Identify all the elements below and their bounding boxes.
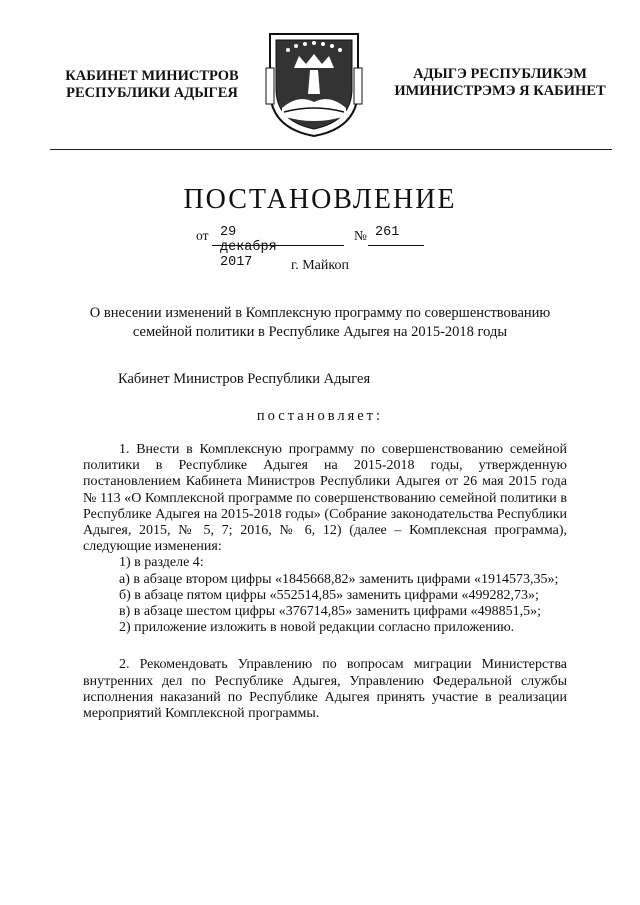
- paragraph-1: 1. Внести в Комплексную программу по совершенствованию семейной политики в Республике Адыгея на 2015-2018 годы, утвержденную постановлением Кабинета Министров Республики Адыгея от 26 мая 2015 года № 113 «О Комплексной программе по совершенствованию семейной политики в Республике Адыгея на 2015-2018 годы» (Собрание законодательства Республики Адыгея, 2015, № 5, 7; 2016, № 6, 12) (далее – Комплексная программа), следующие изменения:: [83, 442, 567, 555]
- paragraph-1-1-b: б) в абзаце пятом цифры «552514,85» заменить цифрами «499282,73»;: [119, 587, 539, 603]
- adygea-coat-of-arms-icon: [264, 28, 364, 140]
- intro-line: Кабинет Министров Республики Адыгея: [118, 371, 371, 387]
- document-body: [83, 442, 567, 722]
- paragraph-1-1: 1) в разделе 4:: [119, 555, 204, 571]
- issuer-line-2: РЕСПУБЛИКИ АДЫГЕЯ: [66, 85, 238, 101]
- issuer-name-adyghe: [390, 66, 610, 100]
- issuer-adyghe-line-1: АДЫГЭ РЕСПУБЛИКЭМ: [413, 66, 587, 82]
- number-underline: [368, 245, 424, 246]
- paragraph-1-1-a: а) в абзаце втором цифры «1845668,82» заменить цифрами «1914573,35»;: [119, 571, 559, 587]
- paragraph-1-1-c: в) в абзаце шестом цифры «376714,85» заменить цифрами «498851,5»;: [119, 604, 542, 620]
- subject-line-1: О внесении изменений в Комплексную программу по совершенствованию: [89, 305, 551, 321]
- issuer-line-1: КАБИНЕТ МИНИСТРОВ: [65, 68, 239, 84]
- number-value: 261: [375, 225, 400, 240]
- number-label: №: [354, 228, 367, 243]
- date-value: 29 декабря 2017: [220, 225, 277, 270]
- subject-line-2: семейной политики в Республике Адыгея на 2015-2018 годы: [132, 324, 508, 340]
- document-title: ПОСТАНОВЛЕНИЕ: [183, 184, 457, 215]
- issuer-name-russian: [52, 68, 252, 102]
- date-label: от: [196, 228, 209, 243]
- document-subject: [60, 304, 580, 342]
- paragraph-gap: [83, 636, 567, 657]
- paragraph-2: 2. Рекомендовать Управлению по вопросам миграции Министерства внутренних дел по Республике Адыгея, Управлению Федеральной службы исполнения наказаний по Республике Адыгея принять участие в реализации мероприятий Комплексной программы.: [83, 657, 567, 722]
- issuer-adyghe-line-2: ИМИНИСТРЭМЭ Я КАБИНЕТ: [394, 83, 606, 99]
- header-divider: [50, 149, 612, 150]
- resolves-line: постановляет:: [256, 408, 384, 424]
- paragraph-1-2: 2) приложение изложить в новой редакции согласно приложению.: [119, 620, 515, 636]
- city: г. Майкоп: [291, 258, 349, 273]
